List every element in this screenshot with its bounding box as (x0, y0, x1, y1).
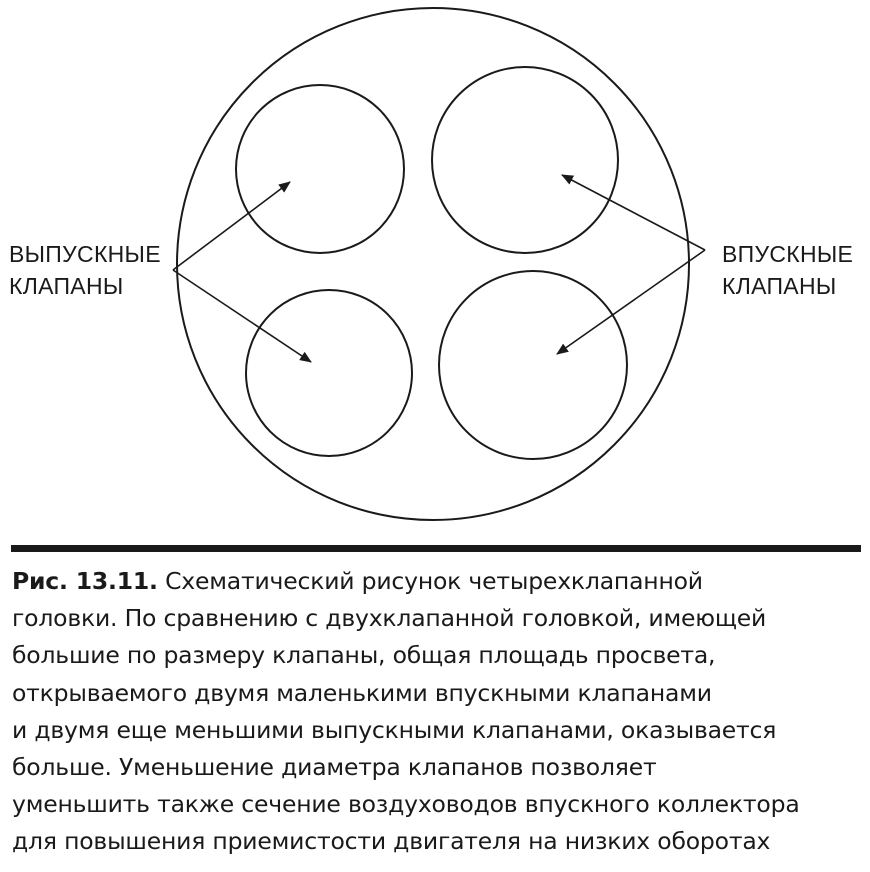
exhaust-valve-top (236, 85, 404, 253)
figure-label: Рис. 13.11. (12, 567, 158, 595)
intake-valve-top (432, 67, 618, 253)
caption-line-5: и двумя еще меньшими выпускными клапанами, оказывается (12, 715, 777, 744)
caption-line-6: больше. Уменьшение диаметра клапанов позволяет (12, 753, 657, 782)
intake-valve-bottom (439, 271, 627, 459)
exhaust-valve-bottom (246, 290, 412, 456)
cylinder-outline (177, 8, 689, 520)
exhaust-label-line1: ВЫПУСКНЫЕ (9, 241, 161, 267)
caption-divider (11, 545, 861, 552)
caption-line-3: большие по размеру клапаны, общая площадь просвета, (12, 641, 716, 670)
caption-first-line-text: Схематический рисунок четырехклапанной (157, 567, 703, 595)
intake-label-line1: ВПУСКНЫЕ (722, 241, 854, 267)
caption-line-1 (12, 563, 862, 600)
caption-line-4: открываемого двумя маленькими впускными клапанами (12, 678, 712, 707)
intake-arrow-bottom (557, 250, 705, 354)
exhaust-arrow-top (173, 182, 290, 270)
caption-line-8: для повышения приемистости двигателя на низких оборотах (12, 827, 771, 856)
exhaust-label-line2: КЛАПАНЫ (9, 273, 124, 299)
figure-caption (12, 563, 862, 861)
caption-line-2: головки. По сравнению с двухклапанной головкой, имеющей (12, 604, 767, 633)
exhaust-arrow-bottom (173, 270, 311, 362)
intake-label-line2: КЛАПАНЫ (722, 273, 837, 299)
caption-line-7: уменьшить также сечение воздуховодов впускного коллектора (12, 790, 800, 819)
